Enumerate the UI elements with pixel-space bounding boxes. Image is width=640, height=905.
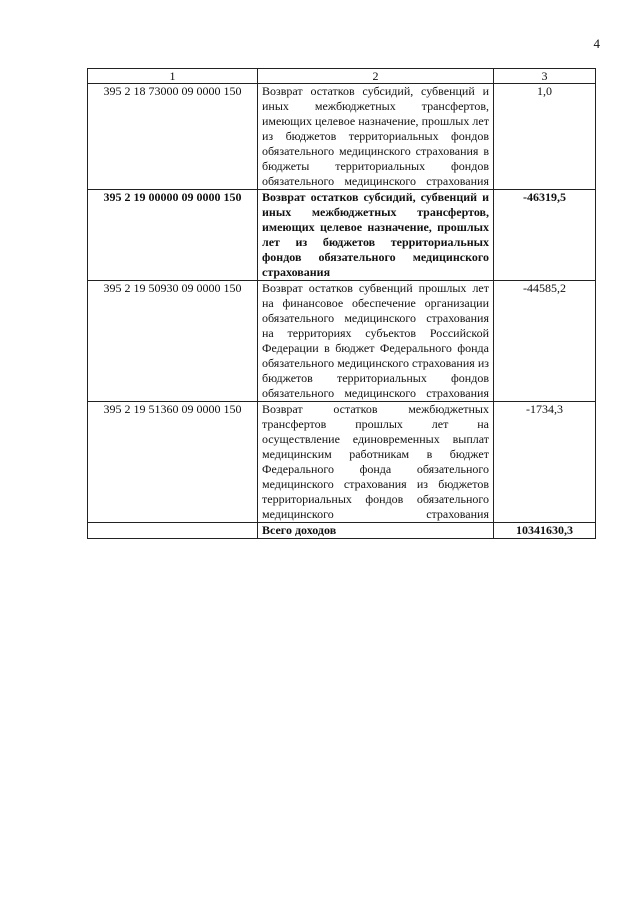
total-label: Всего доходов xyxy=(258,523,494,539)
revenue-amount: 1,0 xyxy=(494,84,596,190)
table-row xyxy=(88,281,596,402)
total-code xyxy=(88,523,258,539)
revenue-amount: -1734,3 xyxy=(494,402,596,523)
total-amount: 10341630,3 xyxy=(494,523,596,539)
table-row xyxy=(88,84,596,190)
revenue-amount: -44585,2 xyxy=(494,281,596,402)
revenue-table xyxy=(87,68,596,539)
column-header-2: 2 xyxy=(258,69,494,84)
page-number: 4 xyxy=(593,36,600,51)
budget-code: 395 2 19 00000 09 0000 150 xyxy=(88,190,258,281)
revenue-amount: -46319,5 xyxy=(494,190,596,281)
revenue-description: Возврат остатков субсидий, субвенций и иных межбюджетных трансфертов, имеющих целевое назначение, прошлых лет из бюджетов территориальных фондов обязательного медицинского страхования в бюджеты территориальных фондов обязательного медицинского страхования xyxy=(258,84,494,190)
table-row xyxy=(88,190,596,281)
column-header-3: 3 xyxy=(494,69,596,84)
total-row xyxy=(88,523,596,539)
table-row xyxy=(88,402,596,523)
budget-code: 395 2 19 50930 09 0000 150 xyxy=(88,281,258,402)
table-header-row xyxy=(88,69,596,84)
revenue-description: Возврат остатков субсидий, субвенций и иных межбюджетных трансфертов, имеющих целевое назначение, прошлых лет из бюджетов территориальных фондов обязательного медицинского страхования xyxy=(258,190,494,281)
revenue-description: Возврат остатков межбюджетных трансфертов прошлых лет на осуществление единовременных выплат медицинским работникам в бюджет Федерального фонда обязательного медицинского страхования из бюджетов территориальных фондов обязательного медицинского страхования xyxy=(258,402,494,523)
budget-code: 395 2 18 73000 09 0000 150 xyxy=(88,84,258,190)
budget-code: 395 2 19 51360 09 0000 150 xyxy=(88,402,258,523)
revenue-description: Возврат остатков субвенций прошлых лет на финансовое обеспечение организации обязательного медицинского страхования на территориях субъектов Российской Федерации в бюджет Федерального фонда обязательного медицинского страхования из бюджетов территориальных фондов обязательного медицинского страхования xyxy=(258,281,494,402)
column-header-1: 1 xyxy=(88,69,258,84)
